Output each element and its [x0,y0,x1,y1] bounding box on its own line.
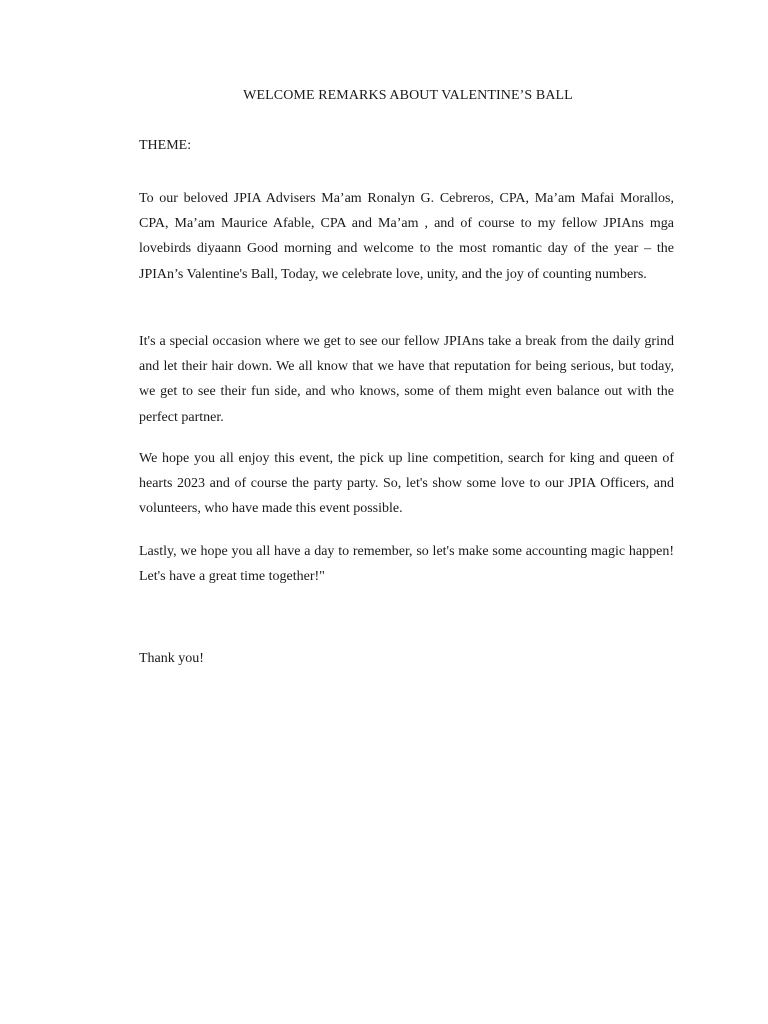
paragraph-event-hopes: We hope you all enjoy this event, the pick up line competition, search for king and queen of hearts 2023 and of course the party party. So, let's show some love to our JPIA Officers, and volunteers, who have made this event possible. [139,451,674,517]
theme-label: THEME: [139,138,192,153]
paragraph-occasion: It's a special occasion where we get to see our fellow JPIAns take a break from the daily grind and let their hair down. We all know that we have that reputation for being serious, but today, we get to see their fun side, and who knows, some of them might even balance out with the perfect partner. [139,334,674,425]
document-title: WELCOME REMARKS ABOUT VALENTINE’S BALL [243,88,573,103]
paragraph-closing-wish: Lastly, we hope you all have a day to remember, so let's make some accounting magic happen! Let's have a great time together!" [139,544,674,585]
closing-thanks: Thank you! [139,651,204,666]
paragraph-greeting: To our beloved JPIA Advisers Ma’am Ronalyn G. Cebreros, CPA, Ma’am Mafai Morallos, CPA, Ma’am Maurice Afable, CPA and Ma’am , and of course to my fellow JPIAns mga lovebirds diyaann Good morning and welcome to the most romantic day of the year – the JPIAn’s Valentine's Ball, Today, we celebrate love, unity, and the joy of counting numbers. [139,191,674,282]
